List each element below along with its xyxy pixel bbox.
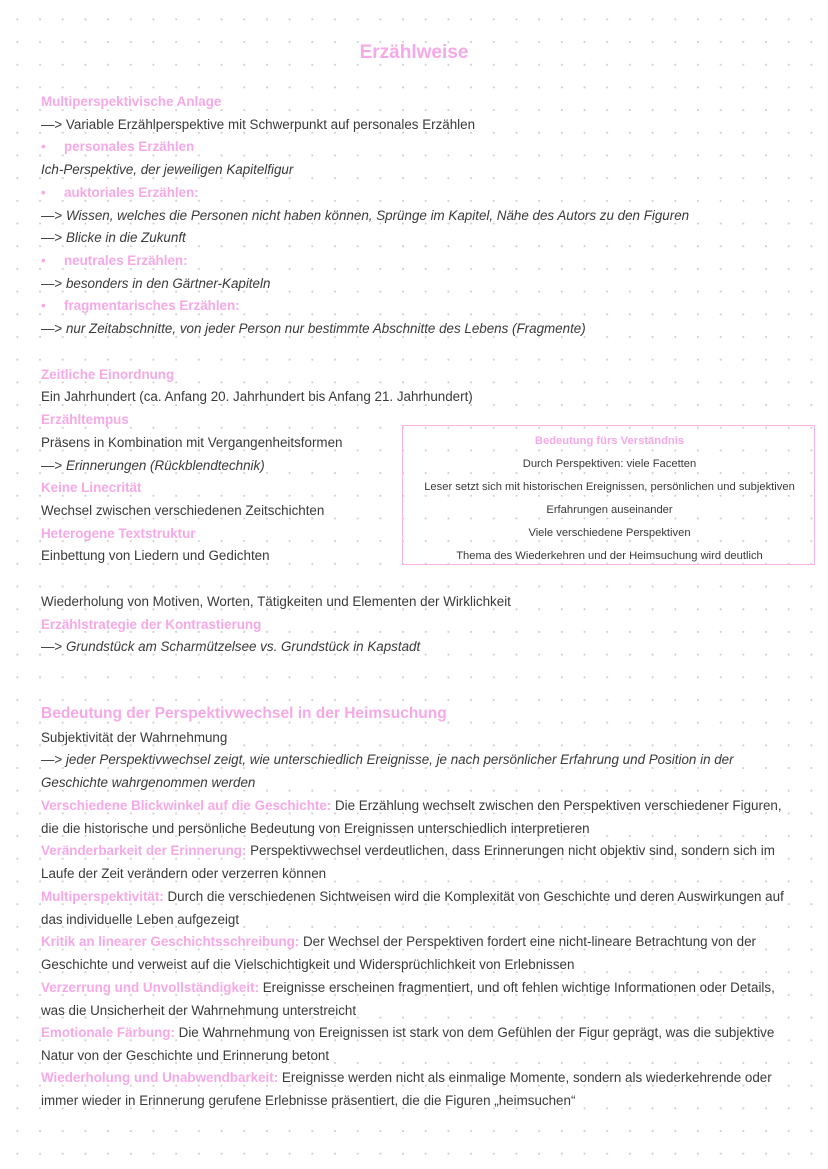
bullet-icon: • xyxy=(41,185,46,200)
bullet-item xyxy=(41,297,240,315)
definition-label: Kritik an linearer Geschichtsschreibung: xyxy=(41,934,300,949)
definition-item xyxy=(41,1022,786,1067)
text-line: —> Variable Erzählperspektive mit Schwerpunkt auf personales Erzählen xyxy=(41,117,476,132)
info-box-line: Erfahrungen auseinander xyxy=(546,504,673,516)
page-title: Erzählweise xyxy=(359,42,469,63)
text-paragraph: —> jeder Perspektivwechsel zeigt, wie unterschiedlich Ereignisse, je nach persönlicher Erfahrung und Position in der Geschichte wahrgenommen werden xyxy=(41,752,734,790)
heading-heterogene-textstruktur: Heterogene Textstruktur xyxy=(41,526,196,541)
info-box-line: Leser setzt sich mit historischen Ereignissen, persönlichen und subjektiven xyxy=(424,481,795,493)
info-box-title: Bedeutung fürs Verständnis xyxy=(534,435,685,447)
definition-item xyxy=(41,840,786,885)
definition-text: Der Wechsel der Perspektiven fordert eine nicht-lineare Betrachtung von der Geschichte und verweist auf die Vielschichtigkeit und Widersprüchlichkeit von Erlebnissen xyxy=(41,934,756,972)
text-line: —> Blicke in die Zukunft xyxy=(41,230,186,245)
definition-item xyxy=(41,977,786,1022)
text-line: —> Erinnerungen (Rückblendtechnik) xyxy=(41,458,265,473)
definition-text: Die Wahrnehmung von Ereignissen ist stark von dem Gefühlen der Figur geprägt, was die subjektive Natur von der Geschichte und Erinnerung betont xyxy=(41,1025,775,1063)
heading-kontrastierung: Erzählstrategie der Kontrastierung xyxy=(41,617,262,632)
definition-label: Wiederholung und Unabwendbarkeit: xyxy=(41,1070,279,1085)
text-line: Einbettung von Liedern und Gedichten xyxy=(41,548,270,563)
definition-item xyxy=(41,1067,786,1112)
text-line: Ein Jahrhundert (ca. Anfang 20. Jahrhundert bis Anfang 21. Jahrhundert) xyxy=(41,389,473,404)
definition-label: Emotionale Färbung: xyxy=(41,1025,175,1040)
info-box xyxy=(402,425,815,565)
bullet-label: neutrales Erzählen: xyxy=(64,253,188,268)
text-line: Ich-Perspektive, der jeweiligen Kapitelfigur xyxy=(41,162,294,177)
bullet-icon: • xyxy=(41,298,46,313)
definition-item xyxy=(41,886,786,931)
text-line: Wechsel zwischen verschiedenen Zeitschichten xyxy=(41,503,325,518)
definition-label: Veränderbarkeit der Erinnerung: xyxy=(41,843,247,858)
heading-zeitliche-einordnung: Zeitliche Einordnung xyxy=(41,367,175,382)
definition-item xyxy=(41,795,786,840)
text-line: Präsens in Kombination mit Vergangenheitsformen xyxy=(41,435,343,450)
text-line: —> Grundstück am Scharmützelsee vs. Grundstück in Kapstadt xyxy=(41,639,421,654)
definition-label: Multiperspektivität: xyxy=(41,889,164,904)
definition-text: Die Erzählung wechselt zwischen den Perspektiven verschiedener Figuren, die die historische und persönliche Bedeutung von Ereignissen unterschiedlich interpretieren xyxy=(41,798,782,836)
bullet-icon: • xyxy=(41,253,46,268)
definition-text: Ereignisse erscheinen fragmentiert, und oft fehlen wichtige Informationen oder Details, was die Unsicherheit der Wahrnehmung unterstreicht xyxy=(41,980,775,1018)
definition-item xyxy=(41,931,786,976)
bullet-icon: • xyxy=(41,139,46,154)
info-box-line: Viele verschiedene Perspektiven xyxy=(528,527,691,539)
bullet-item xyxy=(41,184,199,202)
text-line: Wiederholung von Motiven, Worten, Tätigkeiten und Elementen der Wirklichkeit xyxy=(41,594,511,609)
text-line: Subjektivität der Wahrnehmung xyxy=(41,730,228,745)
heading-bedeutung-perspektivwechsel: Bedeutung der Perspektivwechsel in der Heimsuchung xyxy=(41,705,447,722)
bullet-label: fragmentarisches Erzählen: xyxy=(64,298,240,313)
heading-erzaehltempus: Erzähltempus xyxy=(41,412,129,427)
bullet-label: auktoriales Erzählen: xyxy=(64,185,199,200)
text-line: —> besonders in den Gärtner-Kapiteln xyxy=(41,276,271,291)
bullet-item xyxy=(41,138,194,156)
text-line: —> nur Zeitabschnitte, von jeder Person nur bestimmte Abschnitte des Lebens (Fragmente) xyxy=(41,321,586,336)
text-line: —> Wissen, welches die Personen nicht haben können, Sprünge im Kapitel, Nähe des Autors zu den Figuren xyxy=(41,208,690,223)
definition-text: Ereignisse werden nicht als einmalige Momente, sondern als wiederkehrende oder immer wieder in Erinnerung gerufene Erlebnisse präsentiert, die die Figuren „heimsuchen“ xyxy=(41,1070,772,1108)
heading-keine-linearitaet: Keine Linecrität xyxy=(41,480,142,495)
definition-label: Verzerrung und Unvollständigkeit: xyxy=(41,980,259,995)
bullet-item xyxy=(41,252,188,270)
definition-text: Perspektivwechsel verdeutlichen, dass Erinnerungen nicht objektiv sind, sondern sich im Laufe der Zeit verändern oder verzerren können xyxy=(41,843,775,881)
bullet-label: personales Erzählen xyxy=(64,139,195,154)
definition-label: Verschiedene Blickwinkel auf die Geschichte: xyxy=(41,798,332,813)
info-box-line: Thema des Wiederkehren und der Heimsuchung wird deutlich xyxy=(456,550,763,562)
heading-multiperspektivische-anlage: Multiperspektivische Anlage xyxy=(41,94,222,109)
definition-text: Durch die verschiedenen Sichtweisen wird die Komplexität von Geschichte und deren Auswirkungen auf das individuelle Leben aufgezeigt xyxy=(41,889,784,927)
info-box-line: Durch Perspektiven: viele Facetten xyxy=(522,458,697,470)
